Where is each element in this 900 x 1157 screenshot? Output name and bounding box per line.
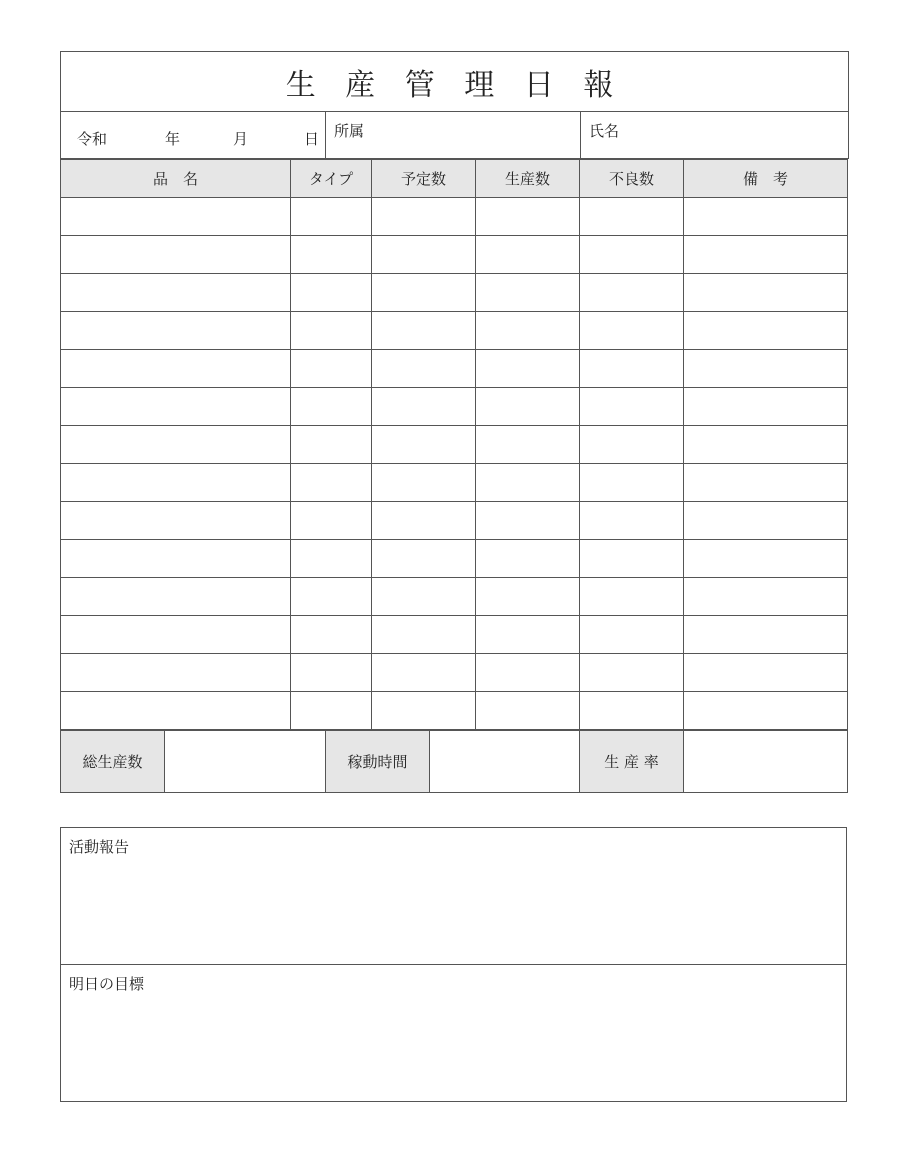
page-title: 生 産 管 理 日 報 bbox=[61, 52, 849, 112]
grid-cell[interactable] bbox=[580, 312, 684, 350]
grid-cell[interactable] bbox=[291, 540, 372, 578]
grid-cell[interactable] bbox=[372, 236, 476, 274]
grid-cell[interactable] bbox=[61, 692, 291, 730]
operating-time-label: 稼動時間 bbox=[326, 731, 430, 793]
grid-cell[interactable] bbox=[372, 692, 476, 730]
department-field[interactable] bbox=[326, 112, 581, 159]
grid-cell[interactable] bbox=[372, 198, 476, 236]
name-field[interactable] bbox=[581, 112, 849, 159]
table-row bbox=[61, 236, 848, 274]
grid-cell[interactable] bbox=[684, 350, 848, 388]
column-header: 備 考 bbox=[684, 160, 848, 198]
grid-cell[interactable] bbox=[372, 540, 476, 578]
grid-cell[interactable] bbox=[684, 540, 848, 578]
grid-header-row bbox=[61, 160, 848, 198]
grid-cell[interactable] bbox=[291, 692, 372, 730]
table-row bbox=[61, 350, 848, 388]
column-header: 生産数 bbox=[476, 160, 580, 198]
grid-cell[interactable] bbox=[291, 616, 372, 654]
grid-cell[interactable] bbox=[580, 502, 684, 540]
activity-report-field[interactable] bbox=[61, 828, 847, 965]
table-row bbox=[61, 692, 848, 730]
grid-cell[interactable] bbox=[684, 464, 848, 502]
table-row bbox=[61, 502, 848, 540]
grid-cell[interactable] bbox=[291, 274, 372, 312]
grid-cell[interactable] bbox=[476, 426, 580, 464]
grid-cell[interactable] bbox=[580, 692, 684, 730]
grid-cell[interactable] bbox=[291, 502, 372, 540]
production-report-sheet bbox=[60, 51, 847, 793]
grid-cell[interactable] bbox=[580, 350, 684, 388]
grid-cell[interactable] bbox=[61, 274, 291, 312]
column-header: タイプ bbox=[291, 160, 372, 198]
grid-cell[interactable] bbox=[476, 312, 580, 350]
grid-cell[interactable] bbox=[372, 350, 476, 388]
grid-cell[interactable] bbox=[684, 654, 848, 692]
grid-cell[interactable] bbox=[476, 236, 580, 274]
day-label: 日 bbox=[304, 130, 320, 148]
grid-cell[interactable] bbox=[476, 502, 580, 540]
table-row bbox=[61, 388, 848, 426]
grid-cell[interactable] bbox=[684, 198, 848, 236]
report-table bbox=[60, 51, 849, 159]
grid-cell[interactable] bbox=[61, 350, 291, 388]
grid-cell[interactable] bbox=[476, 464, 580, 502]
grid-cell[interactable] bbox=[61, 502, 291, 540]
column-header: 不良数 bbox=[580, 160, 684, 198]
grid-cell[interactable] bbox=[476, 540, 580, 578]
grid-cell[interactable] bbox=[684, 274, 848, 312]
grid-cell[interactable] bbox=[580, 198, 684, 236]
grid-cell[interactable] bbox=[580, 236, 684, 274]
grid-cell[interactable] bbox=[61, 616, 291, 654]
table-row bbox=[61, 312, 848, 350]
activity-report-label: 活動報告 bbox=[69, 838, 130, 856]
grid-cell[interactable] bbox=[476, 654, 580, 692]
production-rate-label: 生 産 率 bbox=[580, 731, 684, 793]
grid-cell[interactable] bbox=[372, 616, 476, 654]
grid-cell[interactable] bbox=[291, 388, 372, 426]
grid-cell[interactable] bbox=[684, 616, 848, 654]
table-row bbox=[61, 426, 848, 464]
grid-cell[interactable] bbox=[580, 578, 684, 616]
grid-cell[interactable] bbox=[291, 312, 372, 350]
grid-cell[interactable] bbox=[476, 388, 580, 426]
grid-cell[interactable] bbox=[684, 236, 848, 274]
date-field[interactable] bbox=[61, 112, 326, 159]
total-production-field[interactable] bbox=[165, 731, 326, 793]
table-row bbox=[61, 616, 848, 654]
grid-cell[interactable] bbox=[580, 540, 684, 578]
grid-cell[interactable] bbox=[372, 578, 476, 616]
grid-cell[interactable] bbox=[61, 654, 291, 692]
grid-cell[interactable] bbox=[476, 578, 580, 616]
table-row bbox=[61, 274, 848, 312]
grid-cell[interactable] bbox=[61, 312, 291, 350]
grid-cell[interactable] bbox=[372, 274, 476, 312]
operating-time-field[interactable] bbox=[430, 731, 580, 793]
grid-cell[interactable] bbox=[372, 464, 476, 502]
grid-cell[interactable] bbox=[61, 464, 291, 502]
grid-cell[interactable] bbox=[580, 426, 684, 464]
year-label: 年 bbox=[165, 130, 181, 148]
totals-table bbox=[60, 730, 848, 793]
grid-cell[interactable] bbox=[291, 198, 372, 236]
grid-cell[interactable] bbox=[372, 312, 476, 350]
grid-cell[interactable] bbox=[291, 464, 372, 502]
grid-cell[interactable] bbox=[580, 274, 684, 312]
grid-cell[interactable] bbox=[61, 236, 291, 274]
grid-cell[interactable] bbox=[684, 312, 848, 350]
grid-cell[interactable] bbox=[61, 426, 291, 464]
tomorrow-goal-field[interactable] bbox=[61, 965, 847, 1102]
grid-cell[interactable] bbox=[291, 654, 372, 692]
grid-cell[interactable] bbox=[291, 350, 372, 388]
production-rate-field[interactable] bbox=[684, 731, 848, 793]
column-header: 品 名 bbox=[61, 160, 291, 198]
grid-cell[interactable] bbox=[476, 198, 580, 236]
grid-cell[interactable] bbox=[291, 426, 372, 464]
grid-cell[interactable] bbox=[580, 388, 684, 426]
grid-cell[interactable] bbox=[61, 198, 291, 236]
total-production-label: 総生産数 bbox=[61, 731, 165, 793]
month-label: 月 bbox=[233, 130, 249, 148]
department-label: 所属 bbox=[334, 122, 365, 140]
grid-cell[interactable] bbox=[372, 502, 476, 540]
grid-cell[interactable] bbox=[684, 388, 848, 426]
grid-cell[interactable] bbox=[580, 464, 684, 502]
grid-cell[interactable] bbox=[61, 388, 291, 426]
grid-cell[interactable] bbox=[684, 426, 848, 464]
grid-cell[interactable] bbox=[372, 388, 476, 426]
grid-cell[interactable] bbox=[476, 274, 580, 312]
table-row bbox=[61, 540, 848, 578]
table-row bbox=[61, 578, 848, 616]
grid-cell[interactable] bbox=[291, 236, 372, 274]
grid-cell[interactable] bbox=[580, 654, 684, 692]
grid-cell[interactable] bbox=[372, 426, 476, 464]
grid-cell[interactable] bbox=[61, 540, 291, 578]
grid-cell[interactable] bbox=[476, 350, 580, 388]
name-label: 氏名 bbox=[589, 122, 620, 140]
era-label: 令和 bbox=[77, 130, 108, 148]
grid-cell[interactable] bbox=[684, 502, 848, 540]
grid-cell[interactable] bbox=[684, 692, 848, 730]
grid-cell[interactable] bbox=[476, 616, 580, 654]
grid-cell[interactable] bbox=[372, 654, 476, 692]
grid-cell[interactable] bbox=[61, 578, 291, 616]
grid-body bbox=[61, 198, 848, 730]
grid-cell[interactable] bbox=[476, 692, 580, 730]
grid-cell[interactable] bbox=[684, 578, 848, 616]
tomorrow-goal-label: 明日の目標 bbox=[69, 975, 145, 993]
table-row bbox=[61, 654, 848, 692]
production-grid bbox=[60, 159, 848, 730]
column-header: 予定数 bbox=[372, 160, 476, 198]
grid-cell[interactable] bbox=[291, 578, 372, 616]
table-row bbox=[61, 198, 848, 236]
activity-table bbox=[60, 827, 847, 1102]
table-row bbox=[61, 464, 848, 502]
grid-cell[interactable] bbox=[580, 616, 684, 654]
